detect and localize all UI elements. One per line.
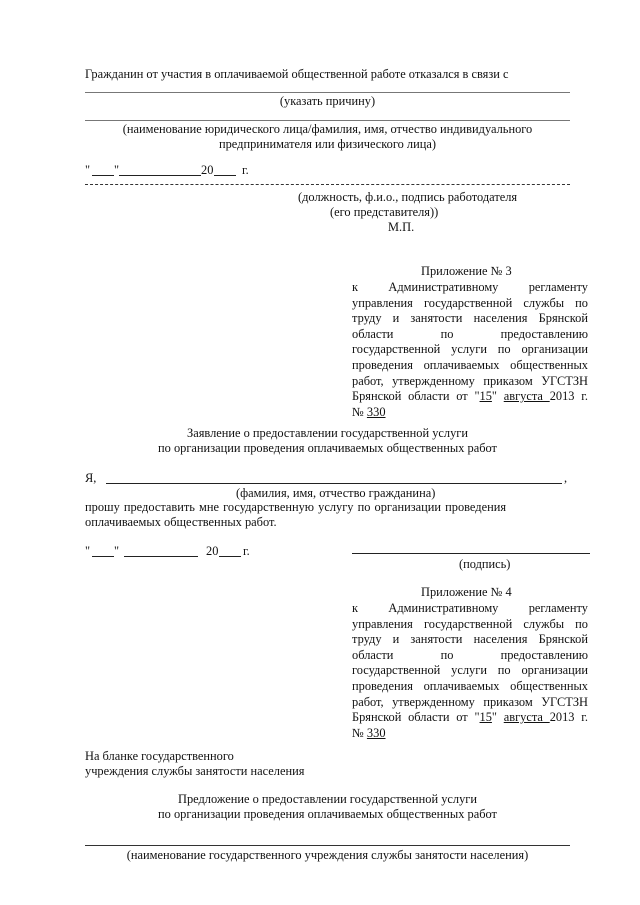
appendix3-line: области по предоставлению <box>352 326 588 341</box>
appendix3-date-day: 15 <box>479 389 492 404</box>
applicant-signature-line <box>352 553 590 554</box>
refusal-date-year-suffix: г. <box>242 163 249 177</box>
application-date-day-blank <box>92 556 114 557</box>
reason-line <box>85 92 570 93</box>
organization-hint-line1: (наименование юридического лица/фамилия, имя, отчество индивидуального <box>122 122 533 136</box>
offer-letterhead-line2: учреждения службы занятости населения <box>85 764 305 778</box>
appendix4-number-line: № 330 <box>352 725 386 740</box>
appendix3-number: 330 <box>366 404 386 419</box>
institution-name-hint: (наименование государственного учреждения службы занятости населения) <box>126 848 529 862</box>
appendix4-line: к Административному регламенту <box>352 601 588 615</box>
appendix4-line: работ, утвержденному приказом УГСТЗН <box>352 694 588 709</box>
appendix4-line: государственной услуги по организации <box>352 663 588 678</box>
organization-line <box>85 120 570 121</box>
application-date-quote-close: " <box>114 544 120 558</box>
appendix3-date-month: августа <box>503 389 550 404</box>
appendix4-date-month: августа <box>503 710 550 725</box>
offer-letterhead-line1: На бланке государственного <box>85 749 234 763</box>
employer-signature-hint-line2: (его представителя)) <box>330 205 439 219</box>
applicant-signature-hint: (подпись) <box>459 557 511 571</box>
appendix4-date-day: 15 <box>479 710 492 725</box>
institution-name-line <box>85 845 570 846</box>
appendix3-line: управления государственной службы по <box>352 295 588 310</box>
application-date-year-suffix: г. <box>243 544 250 558</box>
offer-heading-line2: по организации проведения оплачиваемых общественных работ <box>158 807 497 821</box>
appendix4-date-line: Брянской области от "15" августа 2013 г. <box>352 710 588 725</box>
appendix3-line: проведения оплачиваемых общественных <box>352 357 588 372</box>
employer-signature-line <box>85 184 570 185</box>
appendix4-line: труду и занятости населения Брянской <box>352 632 588 647</box>
appendix3-date-line: Брянской области от "15" августа 2013 г. <box>352 389 588 404</box>
refusal-date-day-blank <box>92 175 114 176</box>
appendix3-title: Приложение № 3 <box>421 264 512 278</box>
appendix4-line: проведения оплачиваемых общественных <box>352 678 588 693</box>
applicant-name-line <box>106 483 562 484</box>
appendix3-number-line: № 330 <box>352 404 386 419</box>
application-i-label: Я, <box>85 471 97 485</box>
refusal-intro: Гражданин от участия в оплачиваемой общественной работе отказался в связи с <box>85 67 509 81</box>
offer-heading-line1: Предложение о предоставлении государственной услуги <box>178 792 477 806</box>
application-request-line2: оплачиваемых общественных работ. <box>85 515 277 529</box>
application-date-year-prefix: 20 <box>206 544 219 558</box>
appendix3-line: труду и занятости населения Брянской <box>352 311 588 326</box>
appendix3-line: государственной услуги по организации <box>352 342 588 357</box>
appendix3-line: работ, утвержденному приказом УГСТЗН <box>352 373 588 388</box>
application-request-line1: прошу предоставить мне государственную услугу по организации проведения <box>85 500 507 514</box>
application-heading-line1: Заявление о предоставлении государственной услуги <box>186 426 468 440</box>
reason-hint: (указать причину) <box>279 94 376 108</box>
appendix4-regulation-text <box>352 601 588 741</box>
applicant-name-hint: (фамилия, имя, отчество гражданина) <box>236 486 436 500</box>
applicant-name-comma: , <box>564 471 568 485</box>
application-heading-line2: по организации проведения оплачиваемых общественных работ <box>158 441 497 455</box>
refusal-date-year-blank <box>214 175 236 176</box>
appendix4-title: Приложение № 4 <box>421 585 512 599</box>
application-date-quote-open: " <box>85 544 91 558</box>
refusal-date-year-prefix: 20 <box>201 163 214 177</box>
stamp-placeholder: М.П. <box>388 220 415 234</box>
appendix4-number: 330 <box>366 725 386 740</box>
appendix3-line: к Административному регламенту <box>352 280 588 294</box>
refusal-date-month-blank <box>119 175 201 176</box>
application-date-year-blank <box>219 556 241 557</box>
organization-hint-line2: предпринимателя или физического лица) <box>218 137 436 151</box>
refusal-date-quote-open: " <box>85 163 91 177</box>
appendix4-line: области по предоставлению <box>352 647 588 662</box>
application-date-month-blank <box>124 556 198 557</box>
appendix3-regulation-text <box>352 280 588 420</box>
refusal-date-quote-close: " <box>114 163 120 177</box>
employer-signature-hint-line1: (должность, ф.и.о., подпись работодателя <box>298 190 518 204</box>
appendix4-line: управления государственной службы по <box>352 616 588 631</box>
